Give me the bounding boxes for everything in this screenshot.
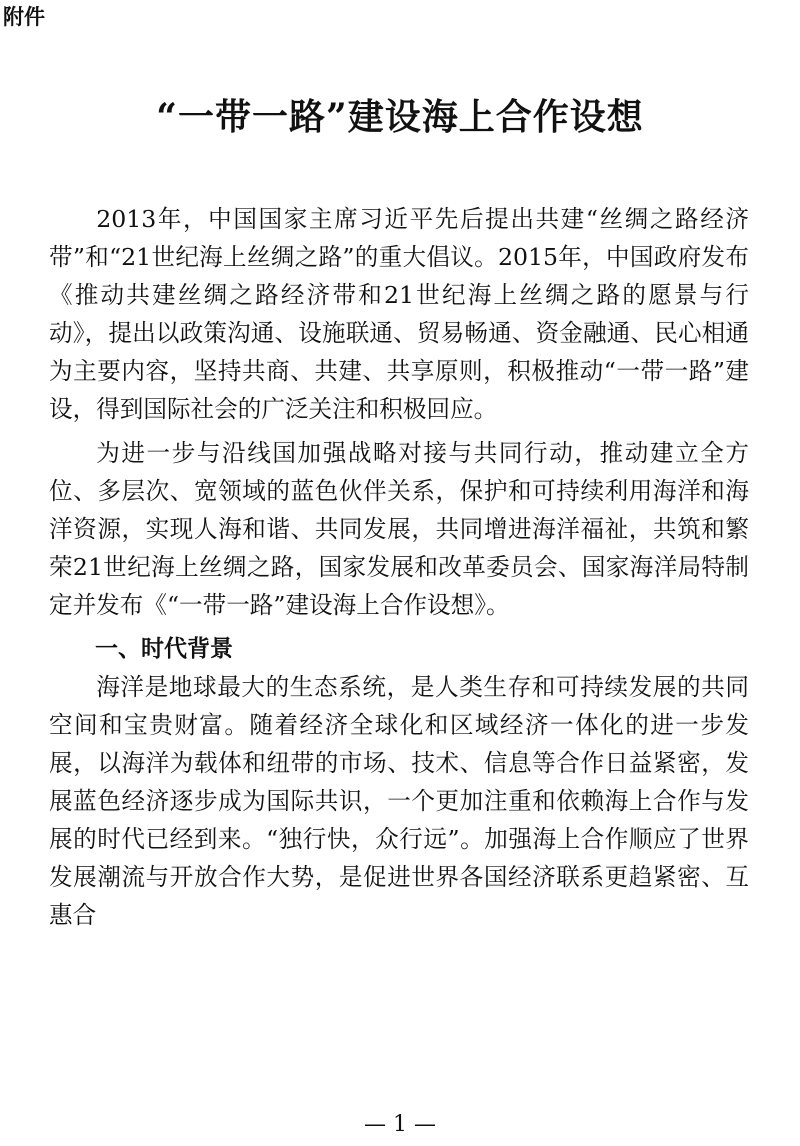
- paragraph-intro: 2013年，中国国家主席习近平先后提出共建“丝绸之路经济带”和“21世纪海上丝绸之路”的重大倡议。2015年，中国政府发布《推动共建丝绸之路经济带和21世纪海上丝绸之路的愿景与行动》，提出以政策沟通、设施联通、贸易畅通、资金融通、民心相通为主要内容，坚持共商、共建、共享原则，积极推动“一带一路”建设，得到国际社会的广泛关注和积极回应。: [49, 205, 749, 423]
- document-title: “一带一路”建设海上合作设想: [156, 96, 644, 138]
- section-heading: 一、时代背景: [95, 636, 233, 662]
- paragraph-purpose: 为进一步与沿线国加强战略对接与共同行动，推动建立全方位、多层次、宽领域的蓝色伙伴关系，保护和可持续利用海洋和海洋资源，实现人海和谐、共同发展，共同增进海洋福祉，共筑和繁荣21世纪海上丝绸之路，国家发展和改革委员会、国家海洋局特制定并发布《“一带一路”建设海上合作设想》。: [49, 439, 749, 619]
- document-body: [49, 200, 749, 934]
- paragraph-background: 海洋是地球最大的生态系统，是人类生存和可持续发展的共同空间和宝贵财富。随着经济全球化和区域经济一体化的进一步发展，以海洋为载体和纽带的市场、技术、信息等合作日益紧密，发展蓝色经济逐步成为国际共识，一个更加注重和依赖海上合作与发展的时代已经到来。“独行快，众行远”。加强海上合作顺应了世界发展潮流与开放合作大势，是促进世界各国经济联系更趋紧密、互惠合: [49, 673, 749, 929]
- attachment-label: 附件: [3, 5, 45, 29]
- page-number: — 1 —: [364, 1112, 436, 1137]
